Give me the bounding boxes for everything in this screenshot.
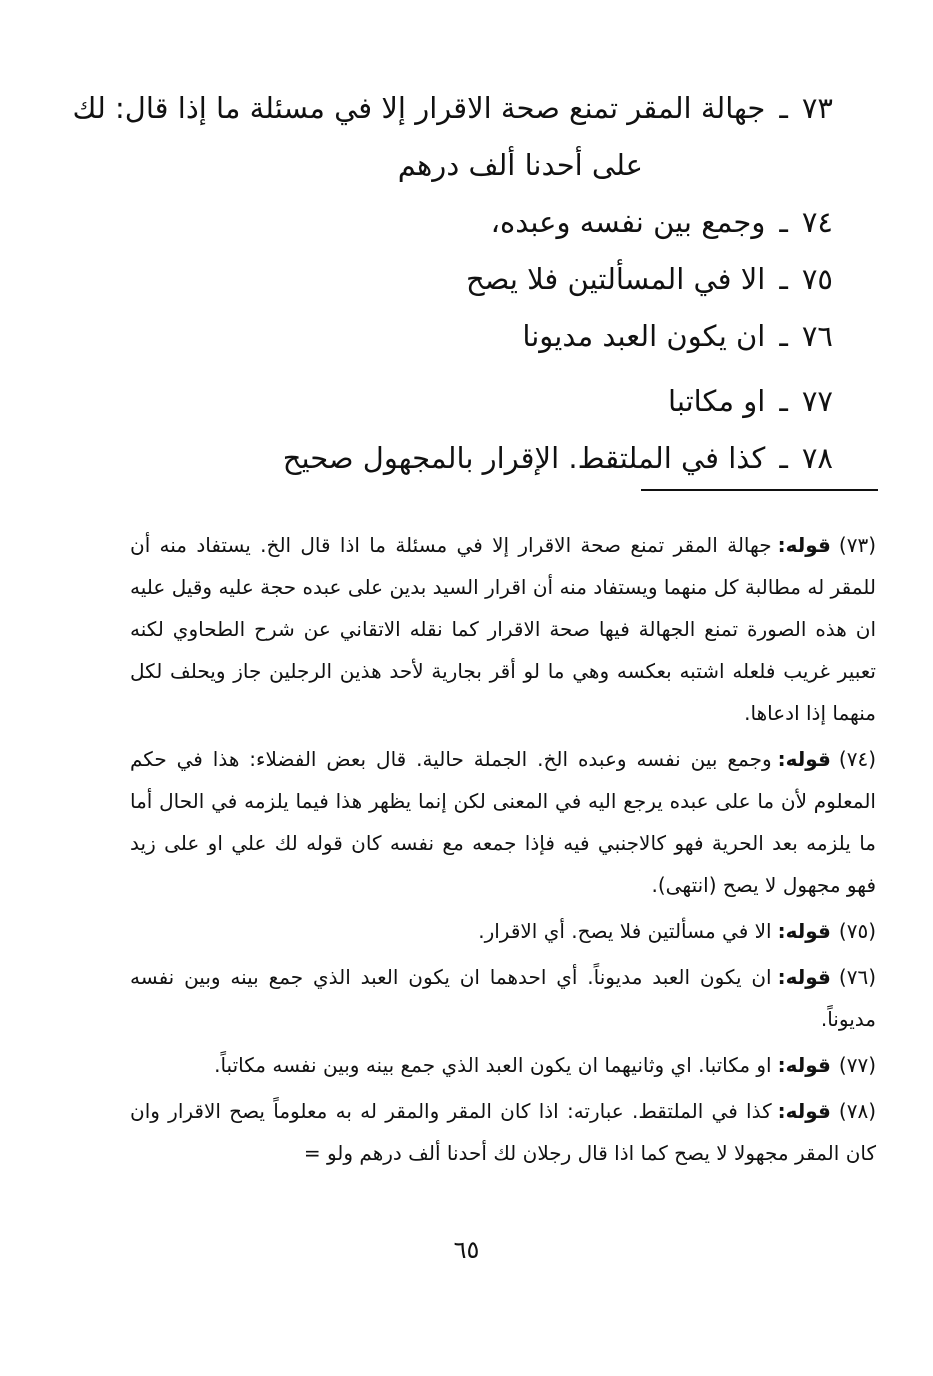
footnote-text: وجمع بين نفسه وعبده الخ. الجملة حالية. قال بعض الفضلاء: هذا في حكم المعلوم لأن ما على عبده يرجع اليه في المعنى لكن إنما يظهر هذا فيما يلزمه في الحال أما ما يلزمه بعد الحرية فهو كالاجنبي فيه فإذا جمعه مع نفسه كان قوله لك علي او على زيد فهو مجهول لا يصح (انتهى). <box>130 747 876 897</box>
footnote-76 <box>130 956 876 1040</box>
entry-dash: ـ <box>779 262 788 296</box>
main-entry-75 <box>113 251 833 308</box>
footnote-heading: قوله: <box>777 919 831 943</box>
footnote-74 <box>130 738 876 906</box>
main-entry-73-continuation <box>113 137 833 194</box>
footnote-number: (٧٣) <box>838 533 876 557</box>
entry-number: ٧٦ <box>801 319 833 353</box>
footnote-heading: قوله: <box>777 747 831 771</box>
main-entry-73 <box>72 80 833 137</box>
entry-number: ٧٨ <box>801 441 833 475</box>
entry-text: جهالة المقر تمنع صحة الاقرار إلا في مسئلة ما إذا قال: لك <box>72 91 766 125</box>
page-number: ٦٥ <box>453 1236 480 1264</box>
entry-dash: ـ <box>779 441 788 475</box>
footnote-text: كذا في الملتقط. عبارته: اذا كان المقر والمقر له به معلوماً يصح الاقرار وان كان المقر مجهولا لا يصح كما اذا قال رجلان لك أحدنا ألف درهم ولو = <box>130 1099 876 1165</box>
main-text <box>72 80 833 487</box>
entry-text: الا في المسألتين فلا يصح <box>465 262 766 296</box>
entry-text: على أحدنا ألف درهم <box>397 148 643 182</box>
footnotes <box>130 524 876 1178</box>
entry-number: ٧٥ <box>801 262 833 296</box>
main-entry-77 <box>113 373 833 430</box>
footnote-heading: قوله: <box>777 533 831 557</box>
footnote-75 <box>130 910 876 952</box>
footnote-number: (٧٤) <box>838 747 876 771</box>
entry-text: ان يكون العبد مديونا <box>522 319 766 353</box>
entry-number: ٧٧ <box>801 384 833 418</box>
entry-text: وجمع بين نفسه وعبده، <box>490 205 766 239</box>
footnote-number: (٧٥) <box>838 919 876 943</box>
footnote-separator <box>641 489 878 491</box>
footnote-number: (٧٧) <box>838 1053 876 1077</box>
footnote-heading: قوله: <box>777 1099 831 1123</box>
footnote-77 <box>130 1044 876 1086</box>
entry-dash: ـ <box>779 384 788 418</box>
footnote-text: او مكاتبا. اي وثانيهما ان يكون العبد الذي جمع بينه وبين نفسه مكاتباً. <box>214 1053 772 1077</box>
entry-dash: ـ <box>779 319 788 353</box>
main-entry-74 <box>113 194 833 251</box>
footnote-text: ان يكون العبد مديوناً. أي احدهما ان يكون العبد الذي جمع بينه وبين نفسه مديوناً. <box>130 965 876 1031</box>
entry-number: ٧٣ <box>801 91 833 125</box>
entry-number: ٧٤ <box>801 205 833 239</box>
main-entry-78 <box>113 430 833 487</box>
footnote-number: (٧٦) <box>838 965 876 989</box>
footnote-number: (٧٨) <box>838 1099 876 1123</box>
entry-dash: ـ <box>779 91 788 125</box>
footnote-73 <box>130 524 876 734</box>
main-entry-76 <box>113 308 833 365</box>
entry-text: او مكاتبا <box>668 384 766 418</box>
entry-text: كذا في الملتقط. الإقرار بالمجهول صحيح <box>282 441 766 475</box>
footnote-text: الا في مسألتين فلا يصح. أي الاقرار. <box>478 919 772 943</box>
footnote-heading: قوله: <box>777 1053 831 1077</box>
footnote-text: جهالة المقر تمنع صحة الاقرار إلا في مسئلة ما اذا قال الخ. يستفاد منه أن للمقر له مطالبة كل منهما ويستفاد منه أن اقرار السيد بدين على عبده حجة عليه وقيل عليه ان هذه الصورة تمنع الجهالة فيها صحة الاقرار كما نقله الاتقاني عن شرح الطحاوي لكنه تعبير غريب فلعله اشتبه بعكسه وهي ما لو أقر بجارية لأحد هذين الرجلين جاز ويحلف لكل منهما إذا ادعاها. <box>130 533 876 725</box>
footnote-78 <box>130 1090 876 1174</box>
entry-dash: ـ <box>779 205 788 239</box>
footnote-heading: قوله: <box>777 965 831 989</box>
